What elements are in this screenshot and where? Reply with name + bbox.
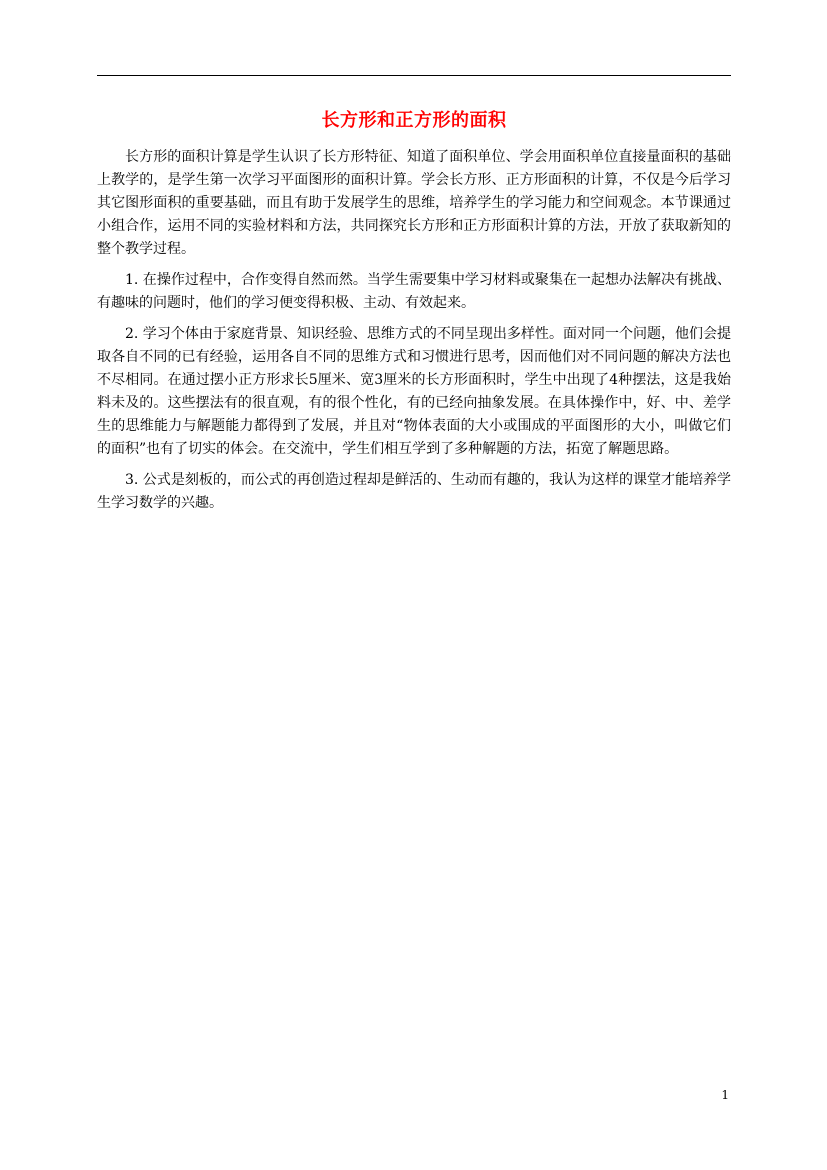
- document-title: 长方形和正方形的面积: [321, 110, 507, 131]
- document-body: [97, 146, 731, 523]
- paragraph-point-2: 2. 学习个体由于家庭背景、知识经验、思维方式的不同呈现出多样性。面对同一个问题，他们会提取各自不同的已有经验，运用各自不同的思维方式和习惯进行思考，因而他们对不同问题的解决方法也不尽相同。在通过摆小正方形求长5厘米、宽3厘米的长方形面积时，学生中出现了4种摆法，这是我始料未及的。这些摆法有的很直观，有的很个性化，有的已经向抽象发展。在具体操作中，好、中、差学生的思维能力与解题能力都得到了发展，并且对“物体表面的大小或围成的平面图形的大小，叫做它们的面积”也有了切实的体会。在交流中，学生们相互学到了多种解题的方法，拓宽了解题思路。: [97, 326, 731, 457]
- paragraph-point-3: 3. 公式是刻板的，而公式的再创造过程却是鲜活的、生动而有趣的，我认为这样的课堂才能培养学生学习数学的兴趣。: [97, 472, 731, 511]
- paragraph-point-1: 1. 在操作过程中，合作变得自然而然。当学生需要集中学习材料或聚集在一起想办法解决有挑战、有趣味的问题时，他们的学习便变得积极、主动、有效起来。: [97, 272, 731, 311]
- page-number: 1: [721, 1088, 729, 1102]
- header-rule: [97, 75, 731, 76]
- paragraph-intro: 长方形的面积计算是学生认识了长方形特征、知道了面积单位、学会用面积单位直接量面积的基础上教学的，是学生第一次学习平面图形的面积计算。学会长方形、正方形面积的计算，不仅是今后学习其它图形面积的重要基础，而且有助于发展学生的思维，培养学生的学习能力和空间观念。本节课通过小组合作，运用不同的实验材料和方法，共同探究长方形和正方形面积计算的方法，开放了获取新知的整个教学过程。: [97, 149, 731, 257]
